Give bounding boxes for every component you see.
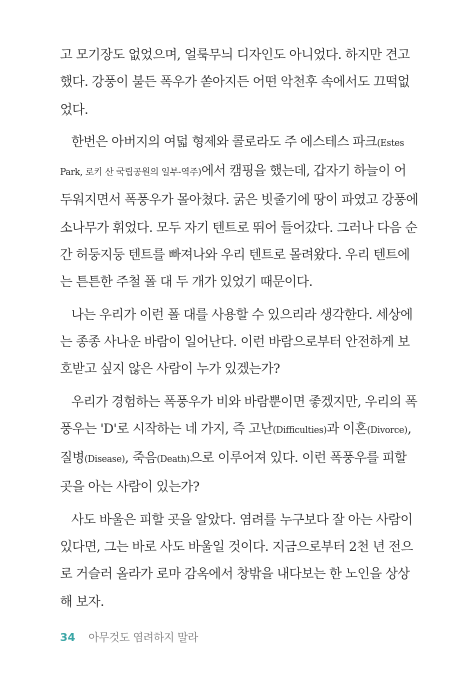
text-line — [60, 129, 413, 158]
text-line: 고 모기장도 없었으며, 얼룩무늬 디자인도 아니었다. 하지만 견고 — [60, 48, 410, 63]
annotation-small: (Divorce) — [366, 425, 408, 436]
text-span: , — [407, 421, 412, 437]
text-span: 한번은 아버지의 여덟 형제와 콜로라도 주 에스테스 파크 — [71, 134, 377, 150]
text-span: 에서 캠핑을 했는데, 갑자기 하늘이 어 — [201, 164, 407, 180]
text-line — [60, 416, 413, 445]
text-span: 풍우는 'D'로 시작하는 네 가지, 즉 고난 — [60, 421, 273, 437]
text-span: , 죽음 — [124, 451, 157, 467]
annotation-small: (Estes — [376, 138, 405, 149]
text-line: 해 보자. — [60, 594, 104, 610]
body-text — [60, 42, 419, 616]
paragraph-3 — [60, 302, 413, 384]
text-line: 었다. — [60, 102, 89, 118]
text-line: 두워지면서 폭풍우가 몰아쳤다. 굵은 빗줄기에 땅이 파였고 강풍에 — [60, 193, 419, 209]
text-line — [60, 445, 413, 474]
running-title: 아무것도 염려하지 말라 — [88, 631, 198, 644]
text-span: 질병 — [60, 451, 85, 467]
text-line — [60, 302, 413, 329]
paragraph-4 — [60, 389, 418, 502]
annotation-small: (Disease) — [84, 455, 125, 466]
text-line — [60, 389, 418, 416]
text-line: 소나무가 휘었다. 모두 자기 텐트로 뛰어 들어갔다. 그러나 다음 순 — [60, 220, 418, 236]
paragraph-5 — [60, 507, 413, 616]
text-line: 는 종종 사나운 바람이 일어난다. 이런 바람으로부터 안전하게 보 — [60, 334, 410, 350]
text-span: 과 이혼 — [326, 421, 367, 437]
text-span: 우리가 경험하는 폭풍우가 비와 바람뿐이면 좋겠지만, 우리의 폭 — [71, 394, 418, 410]
text-line — [60, 507, 413, 534]
text-span: 사도 바울은 피할 곳을 알았다. 염려를 누구보다 잘 아는 사람이 — [71, 512, 413, 528]
text-span: 으로 이루어져 있다. 이런 폭풍우를 피할 — [189, 451, 407, 467]
paragraph-2 — [60, 129, 419, 297]
text-line — [60, 158, 413, 187]
annotation-small: (Death) — [156, 455, 190, 466]
annotation-small: Park, 로키 산 국립공원의 일부-역주) — [60, 168, 202, 179]
text-line: 는 튼튼한 주철 폴 대 두 개가 있었기 때문이다. — [60, 275, 313, 291]
text-line: 있다면, 그는 바로 사도 바울일 것이다. 지금으로부터 2천 년 전으 — [60, 540, 413, 556]
text-span: 나는 우리가 이런 폴 대를 사용할 수 있으리라 생각한다. 세상에 — [71, 307, 413, 323]
text-line: 간 허둥지둥 텐트를 빠져나와 우리 텐트로 몰려왔다. 우리 텐트에 — [60, 248, 410, 264]
text-line: 했다. 강풍이 불든 폭우가 쏟아지든 어떤 악천후 속에서도 끄떡없 — [60, 75, 410, 91]
annotation-small: (Difficulties) — [272, 425, 327, 436]
page-footer — [60, 629, 198, 645]
paragraph-1 — [60, 42, 413, 124]
page-number: 34 — [60, 630, 76, 644]
text-line: 호받고 싶지 않은 사람이 누가 있겠는가? — [60, 362, 280, 378]
text-line: 로 거슬러 올라가 로마 감옥에서 창밖을 내다보는 한 노인을 상상 — [60, 567, 410, 583]
text-line: 곳을 아는 사람이 있는가? — [60, 480, 200, 496]
